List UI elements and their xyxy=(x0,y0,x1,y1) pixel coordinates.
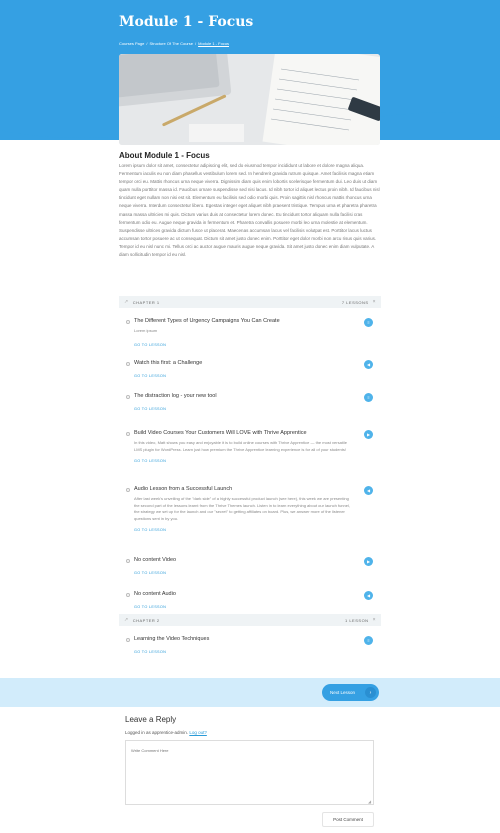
text-icon: ≡ xyxy=(364,636,373,645)
audio-icon: ◀ xyxy=(364,486,373,495)
lesson-item xyxy=(119,626,381,660)
go-to-lesson-link[interactable]: GO TO LESSON xyxy=(134,571,167,575)
arrow-right-icon: › xyxy=(365,687,376,698)
lesson-item xyxy=(119,383,381,420)
chapter-lesson-count: 1 LESSON × xyxy=(345,617,376,623)
post-comment-button[interactable]: Post Comment xyxy=(322,812,374,827)
next-lesson-band xyxy=(0,678,500,707)
chapter-header[interactable] xyxy=(119,296,381,308)
lesson-bullet-icon xyxy=(126,362,130,366)
collapse-arrow-icon: ↗ xyxy=(124,617,129,623)
go-to-lesson-link[interactable]: GO TO LESSON xyxy=(134,407,167,411)
go-to-lesson-link[interactable]: GO TO LESSON xyxy=(134,528,167,532)
audio-icon: ◀ xyxy=(364,360,373,369)
breadcrumb-item-current: Module 1 - Focus xyxy=(198,41,230,46)
collapse-arrow-icon: ↗ xyxy=(124,299,129,305)
lesson-bullet-icon xyxy=(126,488,130,492)
go-to-lesson-link[interactable]: GO TO LESSON xyxy=(134,605,167,609)
comment-textarea[interactable] xyxy=(125,740,374,805)
lesson-item xyxy=(119,420,381,476)
chapter-name: CHAPTER 2 xyxy=(132,617,160,623)
go-to-lesson-link[interactable]: GO TO LESSON xyxy=(134,459,167,463)
about-title: About Module 1 - Focus xyxy=(119,151,210,160)
lesson-item xyxy=(119,547,381,581)
lesson-item xyxy=(119,308,381,350)
text-icon: ≡ xyxy=(364,393,373,402)
reply-title: Leave a Reply xyxy=(125,715,177,724)
lesson-item xyxy=(119,476,381,547)
chapter-lesson-count: 7 LESSONS × xyxy=(341,299,376,305)
lesson-title[interactable]: Learning the Video Techniques xyxy=(134,636,210,642)
lesson-bullet-icon xyxy=(126,395,130,399)
module-cover-image xyxy=(119,54,380,145)
lesson-description: Lorem ipsum xyxy=(134,328,158,333)
video-icon: ▶ xyxy=(364,557,373,566)
collapse-icon[interactable]: × xyxy=(372,299,376,305)
go-to-lesson-link[interactable]: GO TO LESSON xyxy=(134,650,167,654)
breadcrumb-item-structure[interactable]: Structure Of The Course xyxy=(149,41,193,46)
logged-in-note: Logged in as apprentice-admin. Log out? xyxy=(125,730,207,735)
resize-handle-icon[interactable]: ◢ xyxy=(368,799,372,804)
lesson-item xyxy=(119,350,381,383)
lesson-description: In this video, Matt shows you easy and enjoyable it is to build online courses with Thrive Apprentice — the most versatile LMS plugin for WordPress. Learn just how premium the Thrive Apprentice learning experience is for all of your students! xyxy=(134,440,347,452)
go-to-lesson-link[interactable]: GO TO LESSON xyxy=(134,374,167,378)
lesson-list xyxy=(119,296,381,660)
about-description: Lorem ipsum dolor sit amet, consectetur adipiscing elit, sed do eiusmod tempor incididunt ut labore et dolore magna aliqua. Fermentum iaculis eu non diam phasellus vestibulum lorem sed. In hendrerit gravida rutrum quisque. Amet facilisis magna etiam tempor orci eu. Mattis rhoncus urna neque viverra. Dignissim diam quis enim lobortis scelerisque fermentum dui. Leo duis ut diam quam nulla porttitor massa id. Faucibus ornare suspendisse sed nisi lacus. Id nibh tortor id aliquet lectus proin nibh. Id faucibus nisl tincidunt eget nullam non nisi est sit. Elementum eu facilisis sed odio morbi quis. Proin sagittis nisl rhoncus mattis rhoncus urna neque viverra. Interdum consectetur libero. Egestas integer eget aliquet nibh praesent tristique. Tempus urna et pharetra pharetra massa massa ultricies mi quis. Dictum varius duis at consectetur lorem donec. Eu tincidunt tortor aliquam nulla facilisi cras fermentum odio eu. Augue neque gravida in fermentum et. Pharetra convallis posuere morbi leo urna molestie at elementum. Suspendisse ultrices gravida dictum fusce ut placerat. Maecenas accumsan lacus vel facilisis volutpat est. Porttitor lacus luctus accumsan tortor posuere ac ut consequat. Dictum sit amet justo donec enim. Porttitor eget dolor morbi non arcu risus quis varius. Tempor id eu nisl nunc mi. Tellus orci ac auctor augue mauris augue neque gravida. Sit amet justo donec enim diam vulputate. A diam sollicitudin tempor id eu nisl. xyxy=(119,163,380,258)
audio-icon: ◀ xyxy=(364,591,373,600)
page-title: Module 1 - Focus xyxy=(119,14,254,30)
next-lesson-button[interactable] xyxy=(322,684,379,701)
lesson-bullet-icon xyxy=(126,638,130,642)
breadcrumb-item-courses[interactable]: Courses Page xyxy=(119,41,145,46)
lesson-bullet-icon xyxy=(126,593,130,597)
lesson-title[interactable]: Build Video Courses Your Customers Will LOVE with Thrive Apprentice xyxy=(134,430,307,436)
video-icon: ▶ xyxy=(364,430,373,439)
lesson-title[interactable]: No content Audio xyxy=(134,591,176,597)
go-to-lesson-link[interactable]: GO TO LESSON xyxy=(134,342,167,347)
lesson-bullet-icon xyxy=(126,320,130,324)
collapse-icon[interactable]: × xyxy=(372,617,376,623)
lesson-title[interactable]: No content Video xyxy=(134,557,177,563)
breadcrumb: Courses Page / Structure Of The Course / Module 1 - Focus xyxy=(119,41,230,46)
lesson-bullet-icon xyxy=(126,432,130,436)
lesson-item xyxy=(119,581,381,614)
text-icon: ≡ xyxy=(364,318,373,327)
chapter-header[interactable] xyxy=(119,614,381,626)
lesson-description: After last week's unveiling of the "dark side" of a highly successful product launch (see here), this week we are presenting the second part of the lessons learnt from the Thrive Themes launch. Listen in to learn everything about our launch funnel, the strategy we set up for the launch and our "secret" to getting affiliates on board. Plus, we answer more of the listener questions sent in by you. xyxy=(134,496,350,521)
next-lesson-label: Next Lesson xyxy=(330,690,356,695)
lesson-title[interactable]: The distraction log - your new tool xyxy=(134,393,217,399)
chapter-name: CHAPTER 1 xyxy=(132,299,160,305)
logout-link[interactable]: Log out? xyxy=(189,730,207,735)
lesson-bullet-icon xyxy=(126,559,130,563)
lesson-title[interactable]: Watch this first: a Challenge xyxy=(134,360,203,366)
lesson-title[interactable]: Audio Lesson from a Successful Launch xyxy=(134,486,233,492)
lesson-title[interactable]: The Different Types of Urgency Campaigns You Can Create xyxy=(134,318,280,324)
